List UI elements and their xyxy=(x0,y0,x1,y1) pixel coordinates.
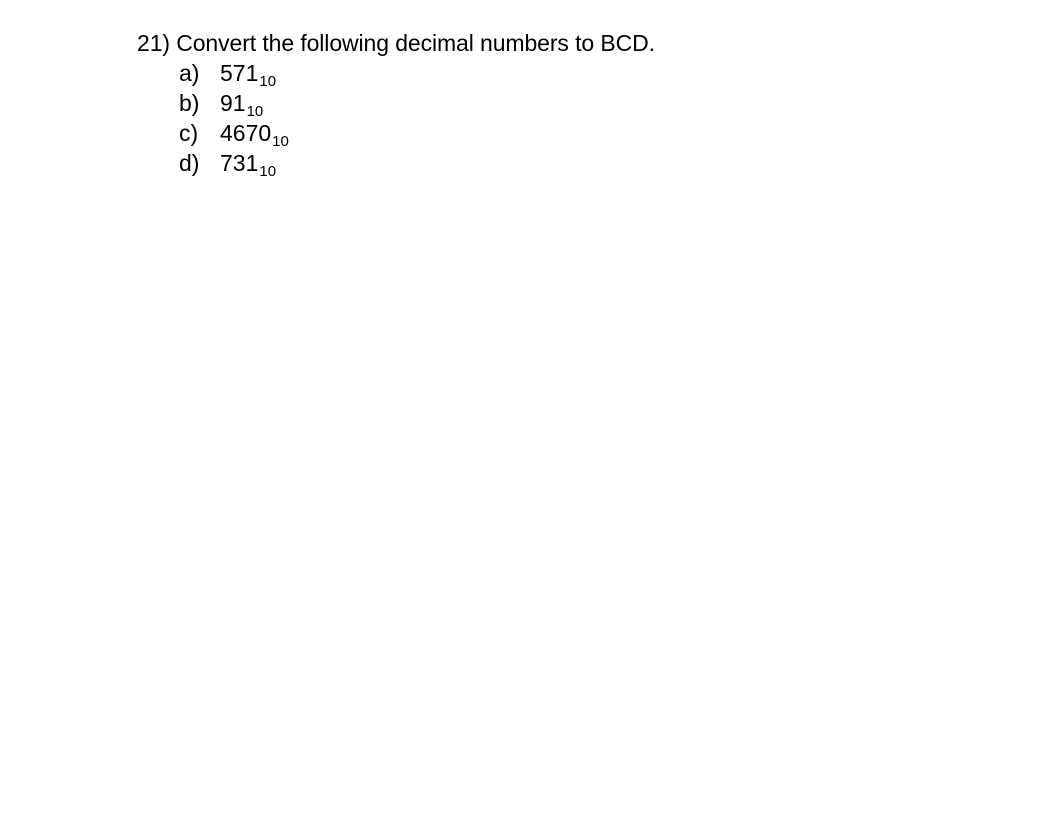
part-value: 571 xyxy=(220,60,259,86)
part-letter: a) xyxy=(179,60,200,86)
part-base-subscript: 10 xyxy=(272,133,289,150)
question-parts-list xyxy=(137,58,1017,178)
question-part-a xyxy=(179,58,1017,88)
question-part-d xyxy=(179,148,1017,178)
part-letter: b) xyxy=(179,90,200,116)
question-part-c xyxy=(179,118,1017,148)
part-base-subscript: 10 xyxy=(259,163,277,180)
part-value: 4670 xyxy=(220,120,272,146)
question-title: 21) Convert the following decimal numbers to BCD. xyxy=(137,30,655,56)
part-value: 731 xyxy=(220,150,259,176)
part-letter: d) xyxy=(179,150,200,176)
part-base-subscript: 10 xyxy=(259,73,277,90)
part-letter: c) xyxy=(179,120,199,146)
part-base-subscript: 10 xyxy=(246,103,264,120)
question-block xyxy=(137,28,1017,178)
question-part-b xyxy=(179,88,1017,118)
part-value: 91 xyxy=(220,90,246,116)
